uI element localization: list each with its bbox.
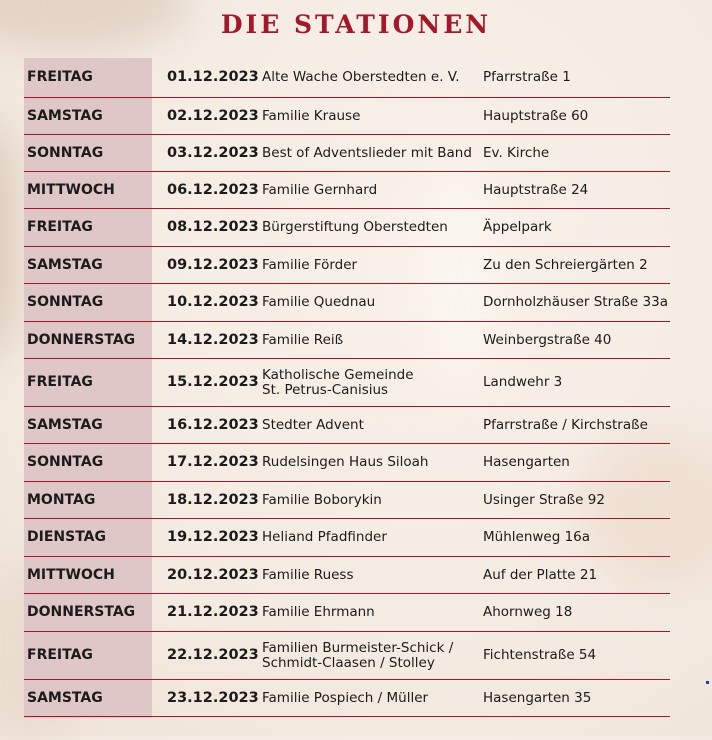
table-row [24, 557, 670, 594]
day-cell: SAMSTAG [27, 256, 103, 273]
table-row [24, 482, 670, 519]
day-cell: SONNTAG [27, 454, 104, 470]
date-cell: 10.12.2023 [167, 294, 259, 310]
event-cell [262, 530, 483, 545]
date-cell: 16.12.2023 [167, 416, 259, 433]
date-cell: 17.12.2023 [167, 454, 259, 470]
date-cell: 02.12.2023 [167, 107, 259, 124]
event-cell [262, 368, 483, 398]
address-cell: Ev. Kirche [483, 144, 550, 161]
day-cell: FREITAG [27, 219, 93, 235]
address-cell: Hauptstraße 24 [483, 181, 589, 198]
event-cell [262, 691, 483, 706]
event-cell [262, 109, 483, 124]
date-cell: 14.12.2023 [167, 331, 259, 348]
day-cell: DONNERSTAG [27, 331, 136, 348]
table-row [24, 519, 670, 557]
event-line: Familien Burmeister-Schick / [262, 639, 454, 656]
event-cell [262, 220, 483, 235]
event-cell [262, 418, 483, 433]
event-cell [262, 70, 483, 85]
table-row [24, 632, 670, 680]
date-cell: 01.12.2023 [167, 69, 259, 85]
event-line: Stedter Advent [262, 416, 364, 433]
date-cell: 18.12.2023 [167, 491, 259, 508]
event-cell [262, 333, 483, 348]
address-cell: Fichtenstraße 54 [483, 647, 597, 663]
table-row [24, 247, 670, 284]
table-row [24, 58, 670, 98]
address-cell: Usinger Straße 92 [483, 491, 605, 508]
table-row [24, 98, 670, 135]
address-cell: Ahornweg 18 [483, 604, 573, 620]
address-cell: Äppelpark [483, 219, 552, 235]
day-cell: SAMSTAG [27, 689, 103, 706]
address-cell: Hasengarten 35 [483, 689, 592, 706]
table-row [24, 594, 670, 632]
table-row [24, 680, 670, 717]
table-row [24, 284, 670, 322]
event-line: Familie Gernhard [262, 181, 378, 198]
event-line: Katholische Gemeinde [262, 366, 414, 383]
date-cell: 22.12.2023 [167, 647, 259, 663]
address-cell: Pfarrstraße 1 [483, 69, 571, 85]
event-line: Familie Förder [262, 256, 358, 273]
date-cell: 15.12.2023 [167, 374, 259, 390]
event-cell [262, 295, 483, 310]
address-cell: Landwehr 3 [483, 374, 563, 390]
event-line: Schmidt-Claasen / Stolley [262, 654, 435, 671]
event-line: Rudelsingen Haus Siloah [262, 454, 429, 470]
day-cell: MITTWOCH [27, 181, 115, 198]
date-cell: 08.12.2023 [167, 219, 259, 235]
table-row [24, 322, 670, 359]
date-cell: 21.12.2023 [167, 604, 259, 620]
table-row [24, 444, 670, 482]
table-row [24, 209, 670, 247]
address-cell: Pfarrstraße / Kirchstraße [483, 416, 648, 433]
day-cell: SAMSTAG [27, 416, 103, 433]
address-cell: Hasengarten [483, 454, 570, 470]
day-cell: FREITAG [27, 374, 93, 390]
event-cell [262, 641, 483, 671]
event-line: St. Petrus-Canisius [262, 381, 389, 398]
event-cell [262, 493, 483, 508]
day-cell: SONNTAG [27, 144, 104, 161]
event-cell [262, 568, 483, 583]
event-line: Familie Krause [262, 107, 361, 124]
table-row [24, 135, 670, 172]
event-cell [262, 258, 483, 273]
event-line: Familie Ruess [262, 566, 354, 583]
day-cell: MONTAG [27, 491, 96, 508]
address-cell: Dornholzhäuser Straße 33a [483, 294, 668, 310]
event-line: Familie Pospiech / Müller [262, 689, 429, 706]
table-row [24, 407, 670, 444]
event-cell [262, 455, 483, 470]
event-line: Heliand Pfadfinder [262, 529, 387, 545]
address-cell: Weinbergstraße 40 [483, 331, 612, 348]
event-line: Familie Reiß [262, 331, 344, 348]
address-cell: Zu den Schreiergärten 2 [483, 256, 648, 273]
event-line: Bürgerstiftung Oberstedten [262, 219, 448, 235]
schedule-table [24, 58, 670, 717]
address-cell: Auf der Platte 21 [483, 566, 598, 583]
day-cell: FREITAG [27, 647, 93, 663]
date-cell: 09.12.2023 [167, 256, 259, 273]
date-cell: 03.12.2023 [167, 144, 259, 161]
day-cell: DONNERSTAG [27, 604, 136, 620]
day-cell: MITTWOCH [27, 566, 115, 583]
table-row [24, 359, 670, 407]
address-cell: Mühlenweg 16a [483, 529, 591, 545]
background-blur [0, 120, 20, 360]
day-cell: SONNTAG [27, 294, 104, 310]
date-cell: 19.12.2023 [167, 529, 259, 545]
address-cell: Hauptstraße 60 [483, 107, 589, 124]
date-cell: 06.12.2023 [167, 181, 259, 198]
event-line: Familie Boborykin [262, 491, 382, 508]
event-cell [262, 605, 483, 620]
table-row [24, 172, 670, 209]
date-cell: 20.12.2023 [167, 566, 259, 583]
day-cell: SAMSTAG [27, 107, 103, 124]
event-line: Familie Quednau [262, 294, 376, 310]
edge-mark [706, 681, 709, 684]
date-cell: 23.12.2023 [167, 689, 259, 706]
event-line: Familie Ehrmann [262, 604, 375, 620]
event-line: Alte Wache Oberstedten e. V. [262, 69, 460, 85]
page-title: DIE STATIONEN [220, 10, 492, 39]
event-cell [262, 146, 483, 161]
event-cell [262, 183, 483, 198]
event-line: Best of Adventslieder mit Band [262, 144, 472, 161]
day-cell: FREITAG [27, 69, 93, 85]
day-cell: DIENSTAG [27, 529, 106, 545]
